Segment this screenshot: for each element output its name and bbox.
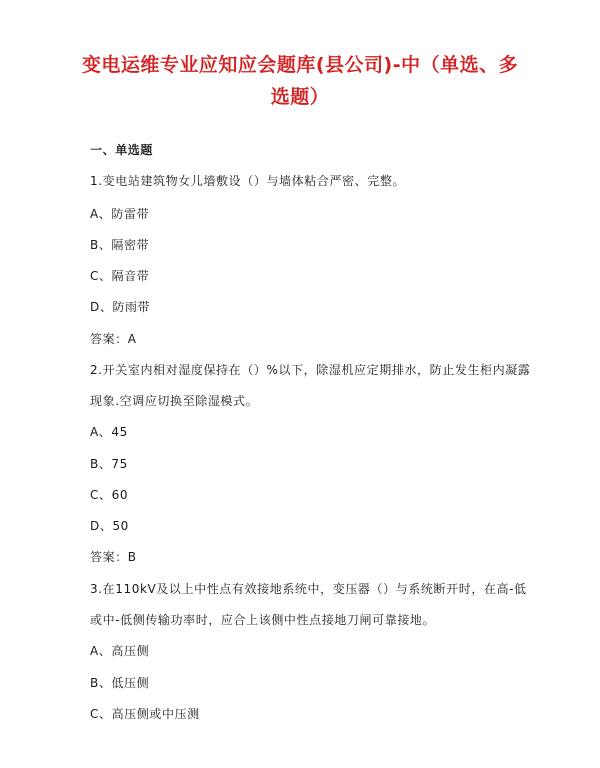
question-3-stem-line-1: 3.在110kV及以上中性点有效接地系统中，变压器（）与系统断开时，在高-低 <box>90 582 527 596</box>
question-3-option-b: B、低压侧 <box>90 676 150 690</box>
question-3-option-c: C、高压侧或中压测 <box>90 707 200 721</box>
question-1-option-d: D、防雨带 <box>90 300 151 314</box>
document-title-line-2: 选题） <box>270 86 330 108</box>
question-2-option-d: D、50 <box>90 519 129 533</box>
question-1-option-a: A、防雷带 <box>90 207 150 221</box>
question-2-answer: 答案：B <box>90 550 137 564</box>
question-2-stem-line-2: 现象.空调应切换至除湿模式。 <box>90 394 259 408</box>
question-1-option-b: B、隔密带 <box>90 238 150 252</box>
question-2-option-b: B、75 <box>90 457 128 471</box>
question-1-option-c: C、隔音带 <box>90 269 150 283</box>
question-2-option-c: C、60 <box>90 488 129 502</box>
question-1-answer: 答案：A <box>90 332 137 346</box>
document-title-line-1: 变电运维专业应知应会题库(县公司)-中（单选、多 <box>81 54 519 76</box>
section-heading: 一、单选题 <box>90 143 154 157</box>
question-3-option-a: A、高压侧 <box>90 644 150 658</box>
question-2-stem-line-1: 2.开关室内相对湿度保持在（）%以下，除湿机应定期排水，防止发生柜内凝露 <box>90 363 531 377</box>
question-3-stem-line-2: 或中-低侧传输功率时，应合上该侧中性点接地刀闸可靠接地。 <box>90 613 436 627</box>
question-1-stem: 1.变电站建筑物女儿墙敷设（）与墙体粘合严密、完整。 <box>90 174 406 188</box>
question-2-option-a: A、45 <box>90 425 128 439</box>
